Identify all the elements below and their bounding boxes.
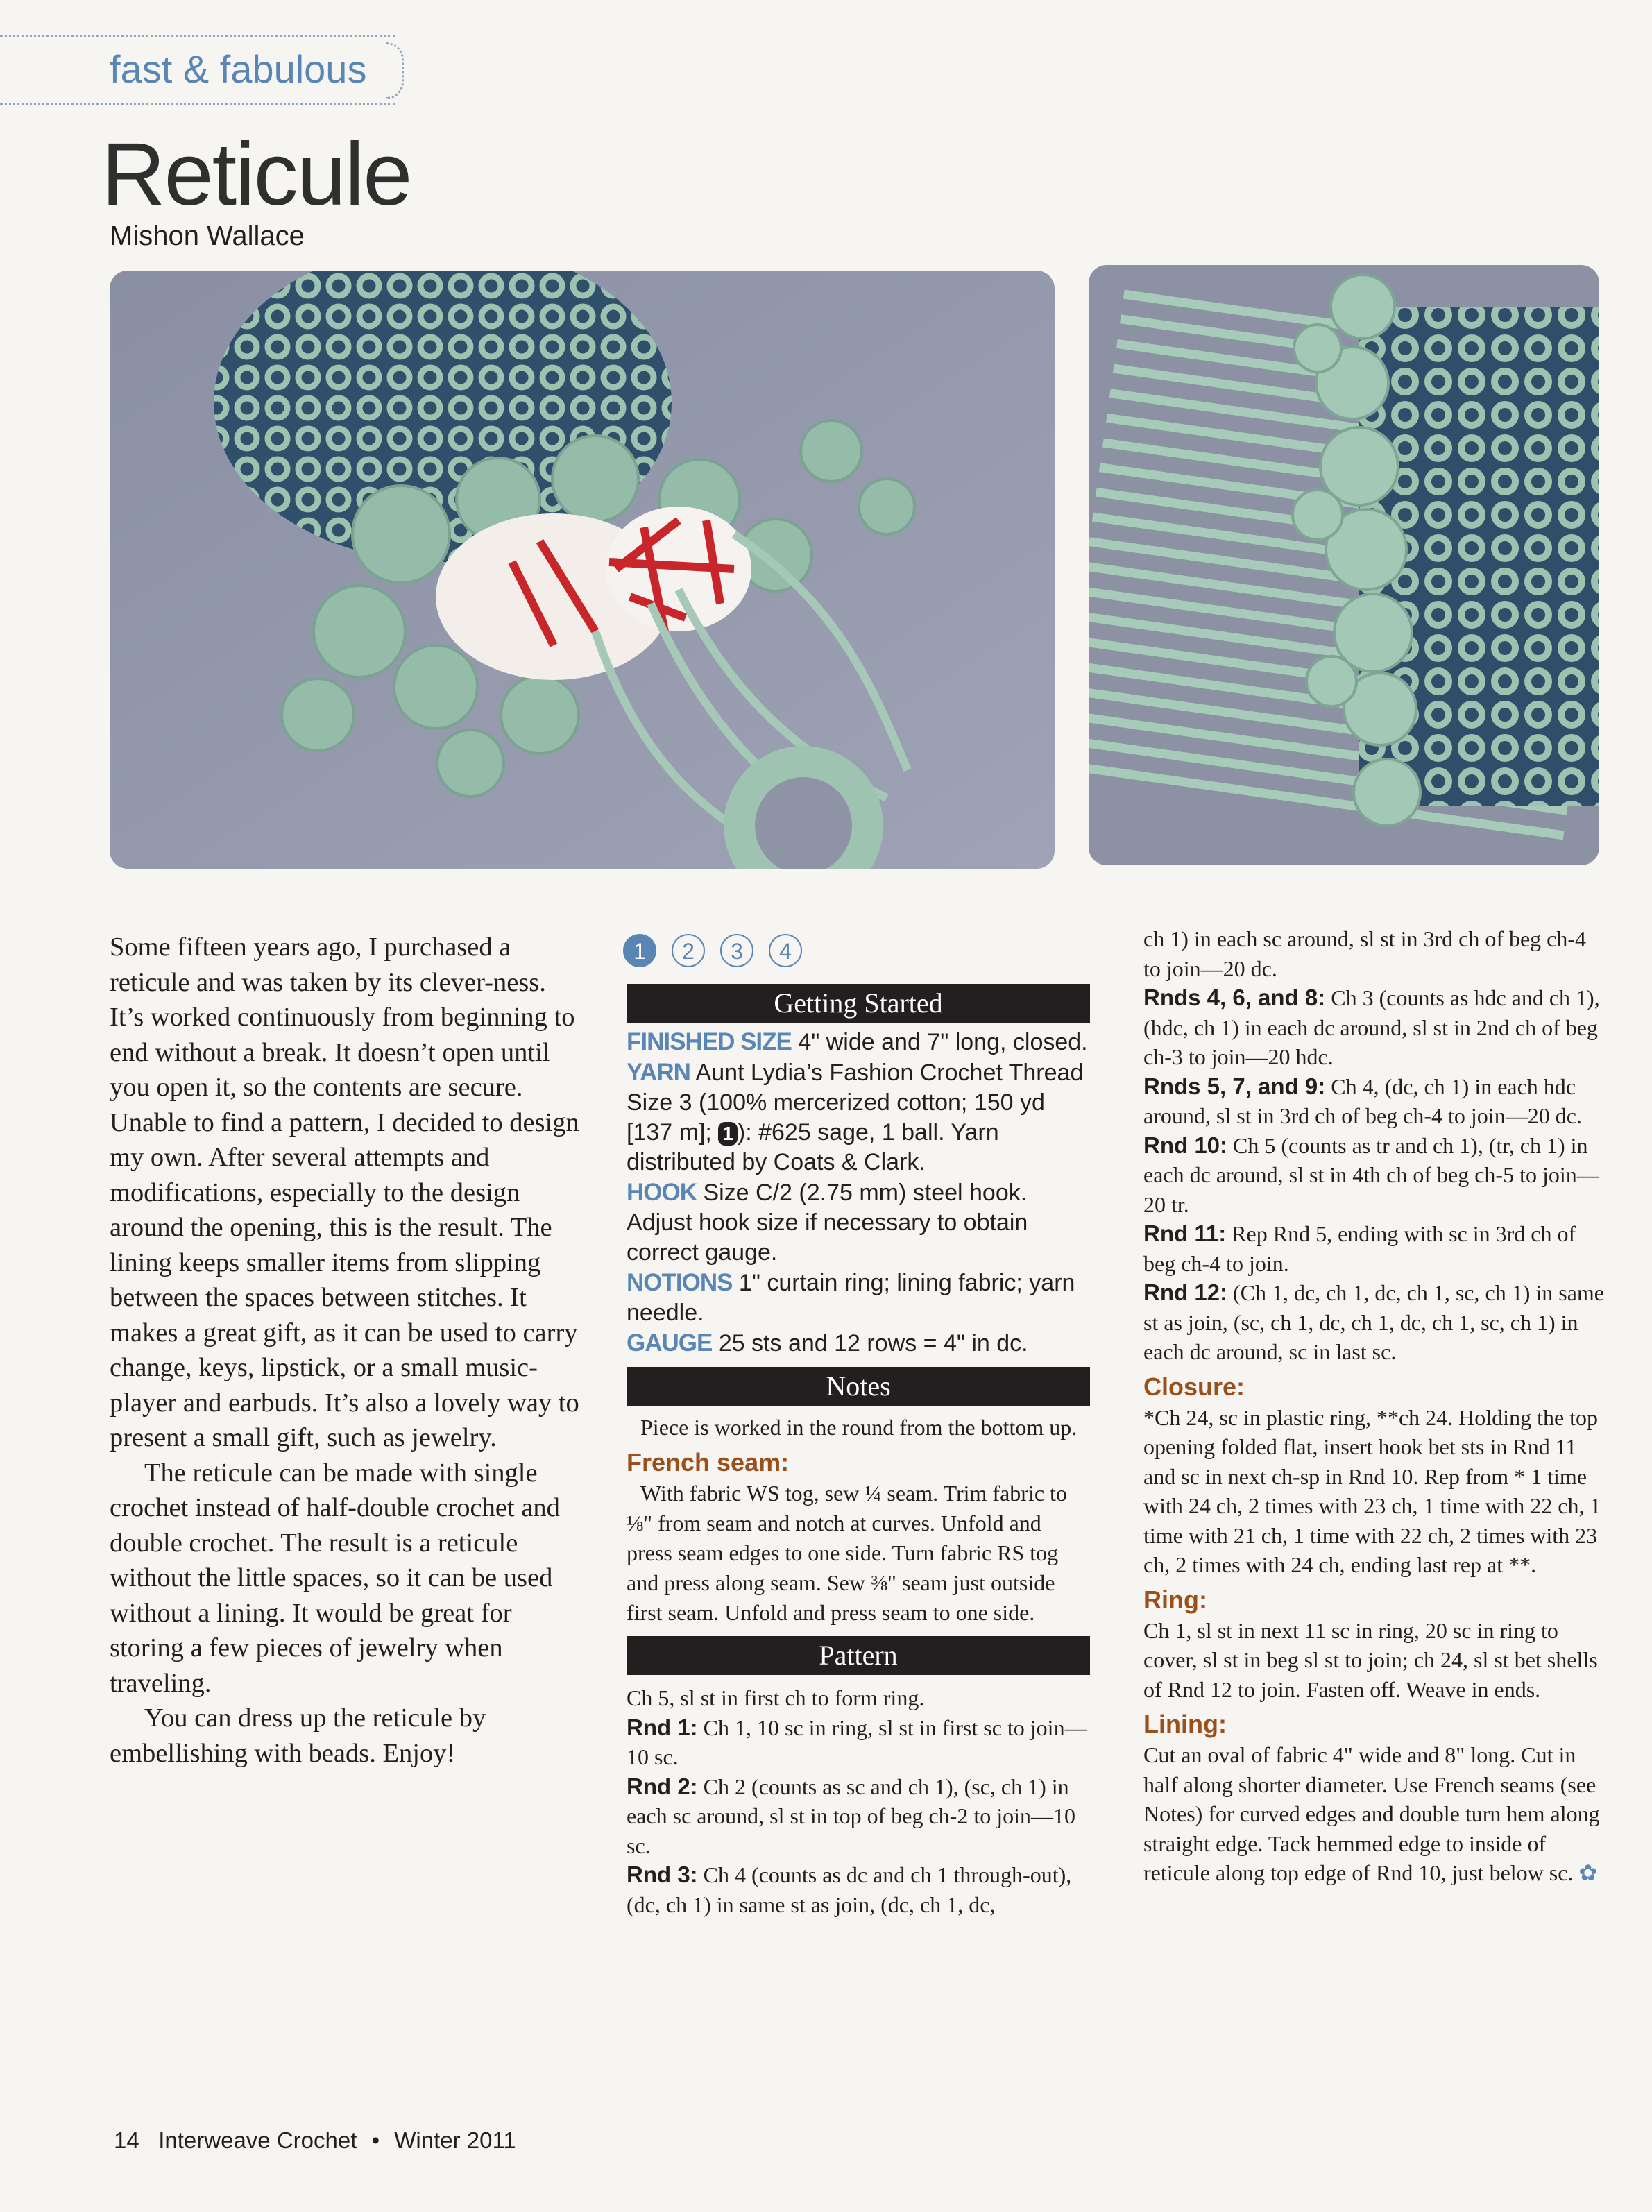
ring-heading: Ring: — [1143, 1585, 1207, 1614]
notions: NOTIONS 1" curtain ring; lining fabric; yarn needle. — [627, 1269, 1075, 1326]
french-seam-heading: French seam: — [627, 1448, 790, 1477]
pattern-heading: Pattern — [627, 1636, 1090, 1675]
footer-separator: • — [371, 2127, 380, 2153]
page-footer — [114, 2127, 516, 2154]
lining-heading: Lining: — [1143, 1710, 1227, 1738]
skill-level-indicator — [623, 934, 817, 969]
end-ornament-icon: ✿ — [1578, 1860, 1598, 1885]
page-title: Reticule — [101, 125, 411, 224]
rnds-4-6-8: Rnds 4, 6, and 8: Ch 3 (counts as hdc and ch 1), (hdc, ch 1) in each dc around, sl st in 2nd ch of beg ch-3 to join—20 hdc. — [1143, 985, 1600, 1069]
skill-level-2: 2 — [672, 934, 705, 967]
right-column — [1143, 924, 1607, 1888]
author-name: Mishon Wallace — [110, 221, 305, 251]
gauge: GAUGE 25 sts and 12 rows = 4" in dc. — [627, 1329, 1028, 1356]
detail-photo — [1089, 265, 1599, 865]
section-tag — [0, 35, 395, 105]
yarn-weight-symbol: 1 — [718, 1122, 738, 1146]
rnd-3-continued: ch 1) in each sc around, sl st in 3rd ch of beg ch-4 to join—20 dc. — [1143, 926, 1587, 981]
finished-size: FINISHED SIZE 4" wide and 7" long, closed. — [627, 1028, 1088, 1055]
notes-text: Piece is worked in the round from the bottom up. — [640, 1415, 1078, 1440]
intro-text — [110, 930, 581, 1771]
notes-heading: Notes — [627, 1367, 1090, 1406]
intro-paragraph: You can dress up the reticule by embellishing with beads. Enjoy! — [110, 1703, 486, 1768]
ring-text: Ch 1, sl st in next 11 sc in ring, 20 sc in ring to cover, sl st in beg sl st to join; ch 24, sl st bet shells of Rnd 12 to join. Fasten off. Weave in ends. — [1143, 1617, 1598, 1702]
skill-level-3: 3 — [720, 934, 753, 967]
yarn: YARN Aunt Lydia’s Fashion Crochet Thread Size 3 (100% mercerized cotton; 150 yd [137 m]; 1 ): #625 sage, 1 ball. Yarn distributed by Coats & Clark. — [627, 1059, 1084, 1175]
intro-paragraph: Some fifteen years ago, I purchased a reticule and was taken by its clever-ness. It’s worked continuously from beginning to end without a break. It doesn’t open until you open it, so the contents are secure. Unable to find a pattern, I decided to design my own. After several attempts and modifications, especially to the design around the opening, this is the result. The lining keeps smaller items from slipping between the spaces between stitches. It makes a great gift, as it can be used to carry change, keys, lipstick, or a small music-player and earbuds. It’s also a lovely way to present a small gift, such as jewelry. — [110, 933, 579, 1452]
closure-text: *Ch 24, sc in plastic ring, **ch 24. Holding the top opening folded flat, insert hook bet sts in Rnd 11 and sc in next ch-sp in Rnd 10. Rep from * 1 time with 24 ch, 2 times with 23 ch, 1 time with 22 ch, 1 time with 21 ch, 1 time with 22 ch, 2 times with 23 ch, 2 times with 24 ch, ending last rep at **. — [1143, 1404, 1601, 1577]
rnd-3: Rnd 3: Ch 4 (counts as dc and ch 1 through-out), (dc, ch 1) in same st as join, (dc, ch 1, dc, — [627, 1862, 1072, 1917]
intro-paragraph: The reticule can be made with single crochet instead of half-double crochet and double crochet. The result is a reticule without the little spaces, so it can be used without a lining. It would be great for storing a few pieces of jewelry when traveling. — [110, 1458, 560, 1698]
issue-name: Winter 2011 — [394, 2127, 516, 2153]
rnd-1: Rnd 1: Ch 1, 10 sc in ring, sl st in first sc to join—10 sc. — [627, 1714, 1087, 1769]
section-tag-label: fast & fabulous — [110, 47, 367, 91]
rnd-2: Rnd 2: Ch 2 (counts as sc and ch 1), (sc, ch 1) in each sc around, sl st in top of beg ch-2 to join—10 sc. — [627, 1773, 1075, 1858]
rnd-12: Rnd 12: (Ch 1, dc, ch 1, dc, ch 1, sc, ch 1) in same st as join, (sc, ch 1, dc, ch 1, dc, ch 1, sc, ch 1) in each dc around, sc in last sc. — [1143, 1279, 1604, 1364]
rnd-11: Rnd 11: Rep Rnd 5, ending with sc in 3rd ch of beg ch-4 to join. — [1143, 1220, 1576, 1276]
french-seam-text: With fabric WS tog, sew ¼ seam. Trim fabric to ⅛" from seam and notch at curves. Unfold and press seam edges to one side. Turn fabric RS tog and press along seam. Sew ⅜" seam just outside first seam. Unfold and press seam to one side. — [627, 1481, 1067, 1625]
middle-column — [627, 984, 1090, 1919]
skill-level-1: 1 — [623, 934, 656, 967]
rnds-5-7-9: Rnds 5, 7, and 9: Ch 4, (dc, ch 1) in each hdc around, sl st in 3rd ch of beg ch-4 to join—20 dc. — [1143, 1073, 1582, 1128]
lining-text: Cut an oval of fabric 4" wide and 8" long. Cut in half along shorter diameter. Use French seams (see Notes) for curved edges and double turn hem along straight edge. Tack hemmed edge to inside of reticule along top edge of Rnd 10, just below sc. ✿ — [1143, 1742, 1600, 1885]
skill-level-4: 4 — [769, 934, 802, 967]
page-number: 14 — [114, 2127, 139, 2153]
closure-heading: Closure: — [1143, 1372, 1245, 1401]
hook: HOOK Size C/2 (2.75 mm) steel hook. Adjust hook size if necessary to obtain correct gauge. — [627, 1179, 1028, 1266]
reticule-photo — [110, 271, 1055, 869]
getting-started-heading: Getting Started — [627, 984, 1090, 1023]
rnd-10: Rnd 10: Ch 5 (counts as tr and ch 1), (tr, ch 1) in each dc around, sl st in 4th ch of beg ch-5 to join—20 tr. — [1143, 1132, 1599, 1217]
magazine-name: Interweave Crochet — [158, 2127, 357, 2153]
pattern-start: Ch 5, sl st in first ch to form ring. — [627, 1685, 925, 1710]
